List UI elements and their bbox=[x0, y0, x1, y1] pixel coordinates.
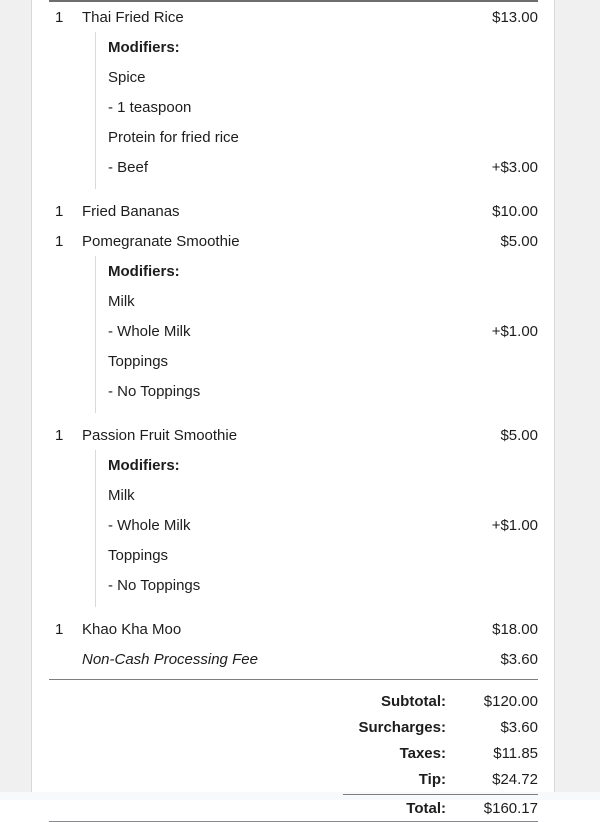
grand-total-row bbox=[49, 796, 538, 820]
modifier-line bbox=[108, 570, 538, 600]
item-price: $18.00 bbox=[492, 620, 538, 638]
fee-name: Non-Cash Processing Fee bbox=[82, 650, 258, 668]
modifiers-heading: Modifiers: bbox=[108, 38, 180, 56]
modifier-line bbox=[108, 92, 538, 122]
modifier-line bbox=[108, 122, 538, 152]
modifier-price: +$3.00 bbox=[491, 158, 538, 176]
modifier-line bbox=[108, 510, 538, 540]
modifiers-block bbox=[95, 32, 538, 189]
grand-total-divider bbox=[343, 794, 538, 795]
surcharges-row bbox=[49, 714, 538, 740]
fee-row bbox=[49, 644, 538, 674]
modifier-name: - Whole Milk bbox=[108, 322, 191, 340]
item-row bbox=[49, 2, 538, 32]
grand-total-value: $160.17 bbox=[483, 799, 538, 817]
item-qty: 1 bbox=[55, 426, 64, 444]
modifiers-block bbox=[95, 256, 538, 413]
item-price: $5.00 bbox=[500, 232, 538, 250]
tip-label: Tip: bbox=[418, 770, 446, 788]
receipt-card bbox=[31, 0, 555, 817]
modifier-price: +$1.00 bbox=[491, 322, 538, 340]
item-row bbox=[49, 614, 538, 644]
fee-price: $3.60 bbox=[500, 650, 538, 668]
taxes-label: Taxes: bbox=[399, 744, 446, 762]
item-row bbox=[49, 196, 538, 226]
subtotal-row bbox=[49, 688, 538, 714]
item-row bbox=[49, 420, 538, 450]
item-qty: 1 bbox=[55, 202, 64, 220]
modifier-name: - 1 teaspoon bbox=[108, 98, 192, 116]
modifier-name: Toppings bbox=[108, 352, 169, 370]
modifier-line bbox=[108, 62, 538, 92]
item-name: Khao Kha Moo bbox=[82, 620, 182, 638]
totals-divider bbox=[49, 679, 538, 680]
modifier-name: Toppings bbox=[108, 546, 169, 564]
surcharges-value: $3.60 bbox=[500, 718, 538, 736]
subtotal-label: Subtotal: bbox=[381, 692, 446, 710]
item-qty: 1 bbox=[55, 232, 64, 250]
modifier-line bbox=[108, 316, 538, 346]
taxes-row bbox=[49, 740, 538, 766]
item-name: Fried Bananas bbox=[82, 202, 180, 220]
modifier-name: - Beef bbox=[108, 158, 149, 176]
item-price: $10.00 bbox=[492, 202, 538, 220]
modifier-price: +$1.00 bbox=[491, 516, 538, 534]
item-row bbox=[49, 226, 538, 256]
modifiers-heading: Modifiers: bbox=[108, 262, 180, 280]
tip-row bbox=[49, 766, 538, 792]
item-name: Passion Fruit Smoothie bbox=[82, 426, 238, 444]
modifier-line bbox=[108, 286, 538, 316]
item-qty: 1 bbox=[55, 620, 64, 638]
item-price: $5.00 bbox=[500, 426, 538, 444]
modifier-name: Milk bbox=[108, 486, 135, 504]
subtotal-value: $120.00 bbox=[483, 692, 538, 710]
modifier-line bbox=[108, 346, 538, 376]
modifier-line bbox=[108, 540, 538, 570]
modifier-name: Spice bbox=[108, 68, 146, 86]
totals-section bbox=[49, 688, 538, 822]
item-price: $13.00 bbox=[492, 8, 538, 26]
item-name: Pomegranate Smoothie bbox=[82, 232, 240, 250]
grand-total-label: Total: bbox=[406, 799, 446, 817]
surcharges-label: Surcharges: bbox=[358, 718, 446, 736]
modifier-name: - Whole Milk bbox=[108, 516, 191, 534]
taxes-value: $11.85 bbox=[493, 744, 538, 762]
modifier-line bbox=[108, 376, 538, 406]
modifier-name: Milk bbox=[108, 292, 135, 310]
item-qty: 1 bbox=[55, 8, 64, 26]
tip-value: $24.72 bbox=[492, 770, 538, 788]
modifier-line bbox=[108, 480, 538, 510]
modifier-name: - No Toppings bbox=[108, 382, 201, 400]
modifiers-block bbox=[95, 450, 538, 607]
modifier-name: - No Toppings bbox=[108, 576, 201, 594]
modifier-line bbox=[108, 152, 538, 182]
receipt-content bbox=[32, 0, 554, 817]
modifiers-heading: Modifiers: bbox=[108, 456, 180, 474]
item-name: Thai Fried Rice bbox=[82, 8, 184, 26]
modifier-name: Protein for fried rice bbox=[108, 128, 239, 146]
